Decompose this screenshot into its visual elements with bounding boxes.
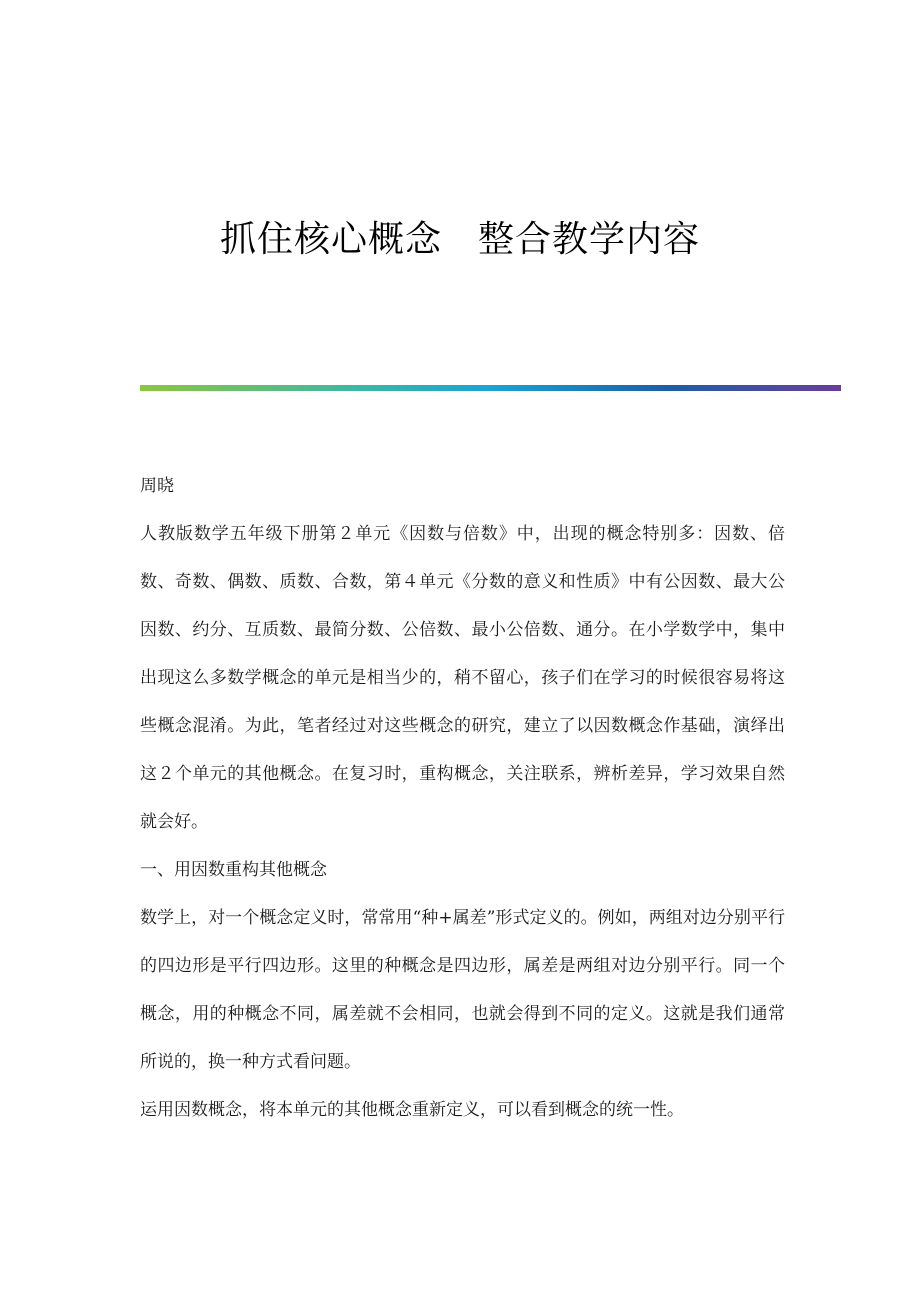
document-title xyxy=(0,212,920,268)
paragraph-definition: 数学上，对一个概念定义时，常常用“种+属差”形式定义的。例如，两组对边分别平行的四边形是平行四边形。这里的种概念是四边形，属差是两组对边分别平行。同一个概念，用的种概念不同，属差就不会相同，也就会得到不同的定义。这就是我们通常所说的，换一种方式看问题。 xyxy=(140,908,785,1072)
document-body xyxy=(140,462,785,1134)
paragraph-intro: 人教版数学五年级下册第２单元《因数与倍数》中，出现的概念特别多：因数、倍数、奇数、偶数、质数、合数，第４单元《分数的意义和性质》中有公因数、最大公因数、约分、互质数、最简分数、公倍数、最小公倍数、通分。在小学数学中，集中出现这么多数学概念的单元是相当少的，稍不留心，孩子们在学习的时候很容易将这些概念混淆。为此，笔者经过对这些概念的研究，建立了以因数概念作基础，演绎出这２个单元的其他概念。在复习时，重构概念，关注联系，辨析差异，学习效果自然就会好。 xyxy=(140,524,785,832)
title-part-2: 整合教学内容 xyxy=(478,219,701,260)
section-heading-1: 一、用因数重构其他概念 xyxy=(140,860,327,880)
paragraph-summary: 运用因数概念，将本单元的其他概念重新定义，可以看到概念的统一性。 xyxy=(140,1100,684,1120)
gradient-divider xyxy=(140,385,841,391)
title-part-1: 抓住核心概念 xyxy=(219,219,442,260)
author-name: 周晓 xyxy=(140,476,174,496)
